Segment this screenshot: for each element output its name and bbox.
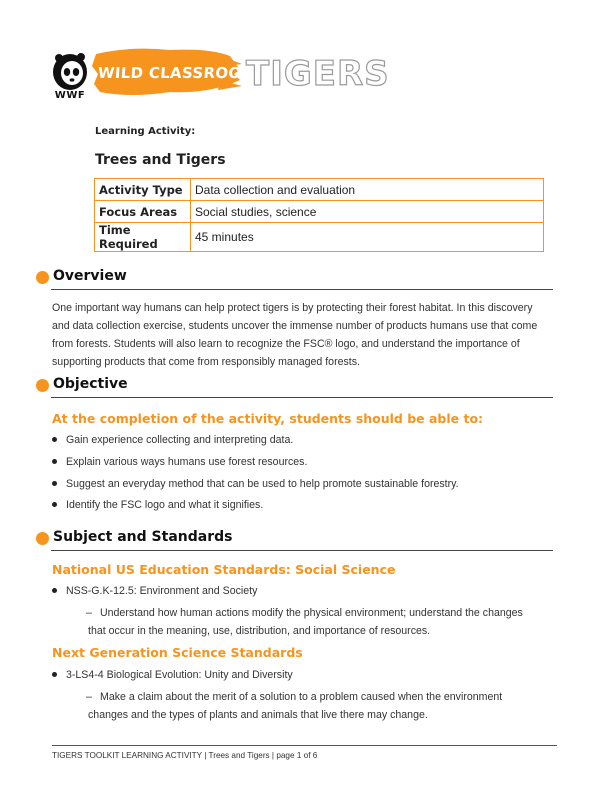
standards-section-header: [36, 529, 553, 553]
overview-section-header: [36, 268, 553, 292]
paragraph-line: supporting products that come from responsibly managed forests.: [52, 356, 360, 368]
table-row: [95, 179, 544, 201]
paragraph-line: that occur in the meaning, use, distribution, and importance of resources.: [88, 625, 431, 637]
sub-list-item: [88, 688, 528, 724]
list-item: Identify the FSC logo and what it signifies.: [52, 499, 263, 511]
bullet-icon: [52, 481, 57, 486]
section-divider: [51, 289, 553, 290]
section-heading: Subject and Standards: [53, 529, 233, 545]
section-heading: Overview: [53, 268, 127, 284]
page-footer: TIGERS TOOLKIT LEARNING ACTIVITY | Trees and Tigers | page 1 of 6: [52, 751, 318, 760]
standards-group-title: National US Education Standards: Social Science: [52, 562, 396, 577]
bullet-icon: [52, 459, 57, 464]
paragraph-line: from forests. Students will also learn to recognize the FSC® logo, and understand the importance of: [52, 338, 520, 350]
section-bullet-icon: [36, 379, 49, 392]
overview-paragraph: [52, 299, 557, 371]
section-bullet-icon: [36, 532, 49, 545]
objective-section-header: [36, 376, 553, 400]
table-key: Activity Type: [95, 179, 191, 201]
list-item: Suggest an everyday method that can be used to help promote sustainable forestry.: [52, 478, 459, 490]
section-bullet-icon: [36, 271, 49, 284]
table-key: Time Required: [95, 223, 191, 252]
wwf-logo: [50, 52, 90, 104]
table-value: Data collection and evaluation: [191, 179, 544, 201]
sub-list-item: [88, 604, 528, 640]
table-value: 45 minutes: [191, 223, 544, 252]
paragraph-line: Understand how human actions modify the physical environment; understand the changes: [100, 607, 523, 619]
section-divider: [51, 550, 553, 551]
table-row: [95, 201, 544, 223]
learning-activity-label: Learning Activity:: [95, 126, 196, 137]
paragraph-line: changes and the types of plants and animals that live there may change.: [88, 709, 428, 721]
table-value: Social studies, science: [191, 201, 544, 223]
footer-divider: [52, 745, 557, 746]
table-row: [95, 223, 544, 252]
paragraph-line: One important way humans can help protect tigers is by protecting their forest habitat. In this discovery: [52, 302, 533, 314]
section-heading: Objective: [53, 376, 128, 392]
list-item: NSS-G.K-12.5: Environment and Society: [52, 585, 257, 597]
section-divider: [51, 397, 553, 398]
bullet-icon: [52, 502, 57, 507]
activity-title: Trees and Tigers: [95, 152, 226, 168]
list-item: Gain experience collecting and interpreting data.: [52, 434, 293, 446]
standards-group-title: Next Generation Science Standards: [52, 645, 303, 660]
bullet-icon: [52, 437, 57, 442]
bullet-icon: [52, 672, 57, 677]
paragraph-line: and data collection exercise, students uncover the immense number of products humans use that come: [52, 320, 538, 332]
table-key: Focus Areas: [95, 201, 191, 223]
wild-classroom-badge: WILD CLASSROOM: [97, 64, 258, 82]
dash-marker: –: [86, 691, 92, 703]
activity-info-table: [94, 178, 544, 252]
list-item: 3-LS4-4 Biological Evolution: Unity and Diversity: [52, 669, 293, 681]
paragraph-line: Make a claim about the merit of a solution to a problem caused when the environment: [100, 691, 503, 703]
tigers-title: TIGERS: [246, 54, 390, 94]
objective-subheading: At the completion of the activity, students should be able to:: [52, 411, 484, 426]
bullet-icon: [52, 588, 57, 593]
wwf-text: WWF: [54, 90, 86, 101]
panda-icon: [50, 52, 90, 92]
list-item: Explain various ways humans use forest resources.: [52, 456, 307, 468]
dash-marker: –: [86, 607, 92, 619]
